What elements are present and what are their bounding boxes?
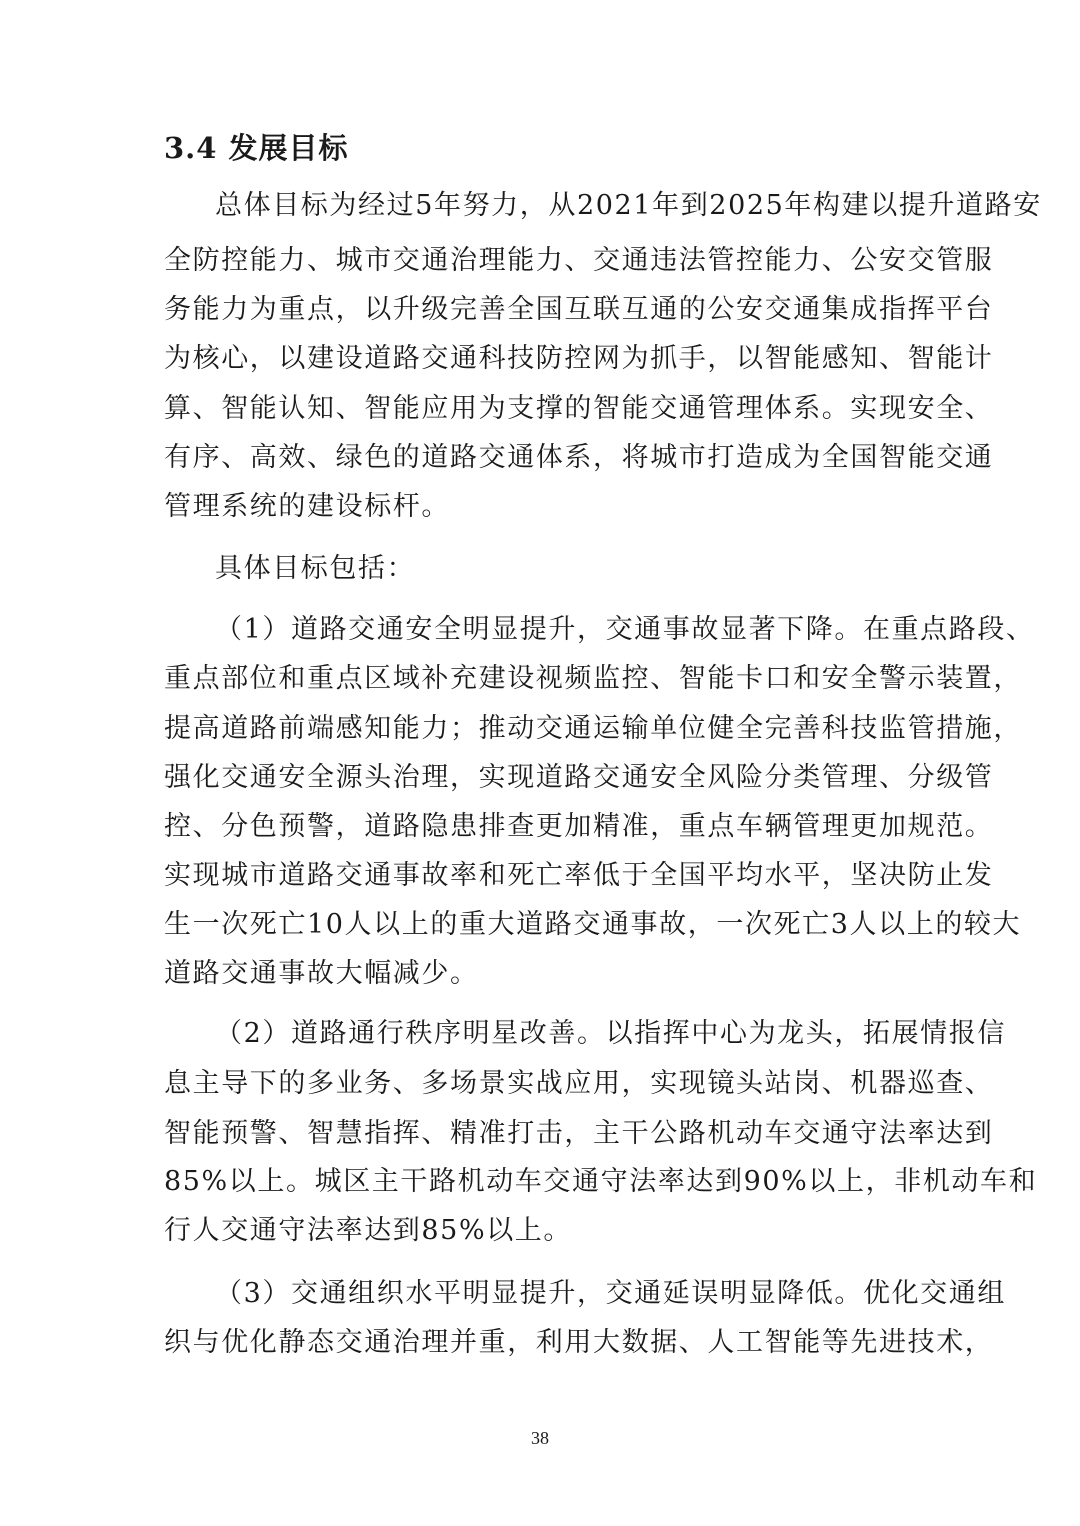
paragraph-line: 全防控能力、城市交通治理能力、交通违法管控能力、公安交管服 [164, 245, 994, 276]
paragraph-line: （2）道路通行秩序明星改善。以指挥中心为龙头，拓展情报信 [215, 1018, 1006, 1049]
paragraph-line: 行人交通守法率达到85%以上。 [164, 1215, 573, 1246]
paragraph-line: 智能预警、智慧指挥、精准打击，主干公路机动车交通守法率达到 [164, 1118, 994, 1149]
paragraph-line: 控、分色预警，道路隐患排查更加精准，重点车辆管理更加规范。 [164, 811, 994, 842]
paragraph-line: （3）交通组织水平明显提升，交通延误明显降低。优化交通组 [215, 1278, 1006, 1309]
paragraph-line: 管理系统的建设标杆。 [164, 491, 450, 522]
paragraph-line: 85%以上。城区主干路机动车交通守法率达到90%以上，非机动车和 [164, 1166, 1038, 1197]
paragraph-line: 为核心，以建设道路交通科技防控网为抓手，以智能感知、智能计 [164, 343, 994, 374]
section-heading: 3.4 发展目标 [164, 131, 349, 165]
paragraph-line: 息主导下的多业务、多场景实战应用，实现镜头站岗、机器巡查、 [164, 1068, 994, 1099]
page-number: 38 [531, 1428, 549, 1448]
paragraph-line: 具体目标包括： [215, 553, 416, 584]
paragraph-line: 织与优化静态交通治理并重，利用大数据、人工智能等先进技术， [164, 1327, 994, 1358]
paragraph-line: 强化交通安全源头治理，实现道路交通安全风险分类管理、分级管 [164, 762, 994, 793]
paragraph-line: 道路交通事故大幅减少。 [164, 958, 479, 989]
paragraph-line: （1）道路交通安全明显提升，交通事故显著下降。在重点路段、 [215, 614, 1035, 645]
paragraph-line: 提高道路前端感知能力；推动交通运输单位健全完善科技监管措施， [164, 713, 1022, 744]
paragraph-line: 有序、高效、绿色的道路交通体系，将城市打造成为全国智能交通 [164, 442, 994, 473]
paragraph-line: 总体目标为经过5年努力，从2021年到2025年构建以提升道路安 [215, 190, 1042, 221]
paragraph-line: 重点部位和重点区域补充建设视频监控、智能卡口和安全警示装置， [164, 663, 1022, 694]
paragraph-line: 实现城市道路交通事故率和死亡率低于全国平均水平，坚决防止发 [164, 860, 994, 891]
paragraph-line: 算、智能认知、智能应用为支撑的智能交通管理体系。实现安全、 [164, 393, 994, 424]
paragraph-line: 务能力为重点，以升级完善全国互联互通的公安交通集成指挥平台 [164, 294, 994, 325]
paragraph-line: 生一次死亡10人以上的重大道路交通事故，一次死亡3人以上的较大 [164, 909, 1022, 940]
